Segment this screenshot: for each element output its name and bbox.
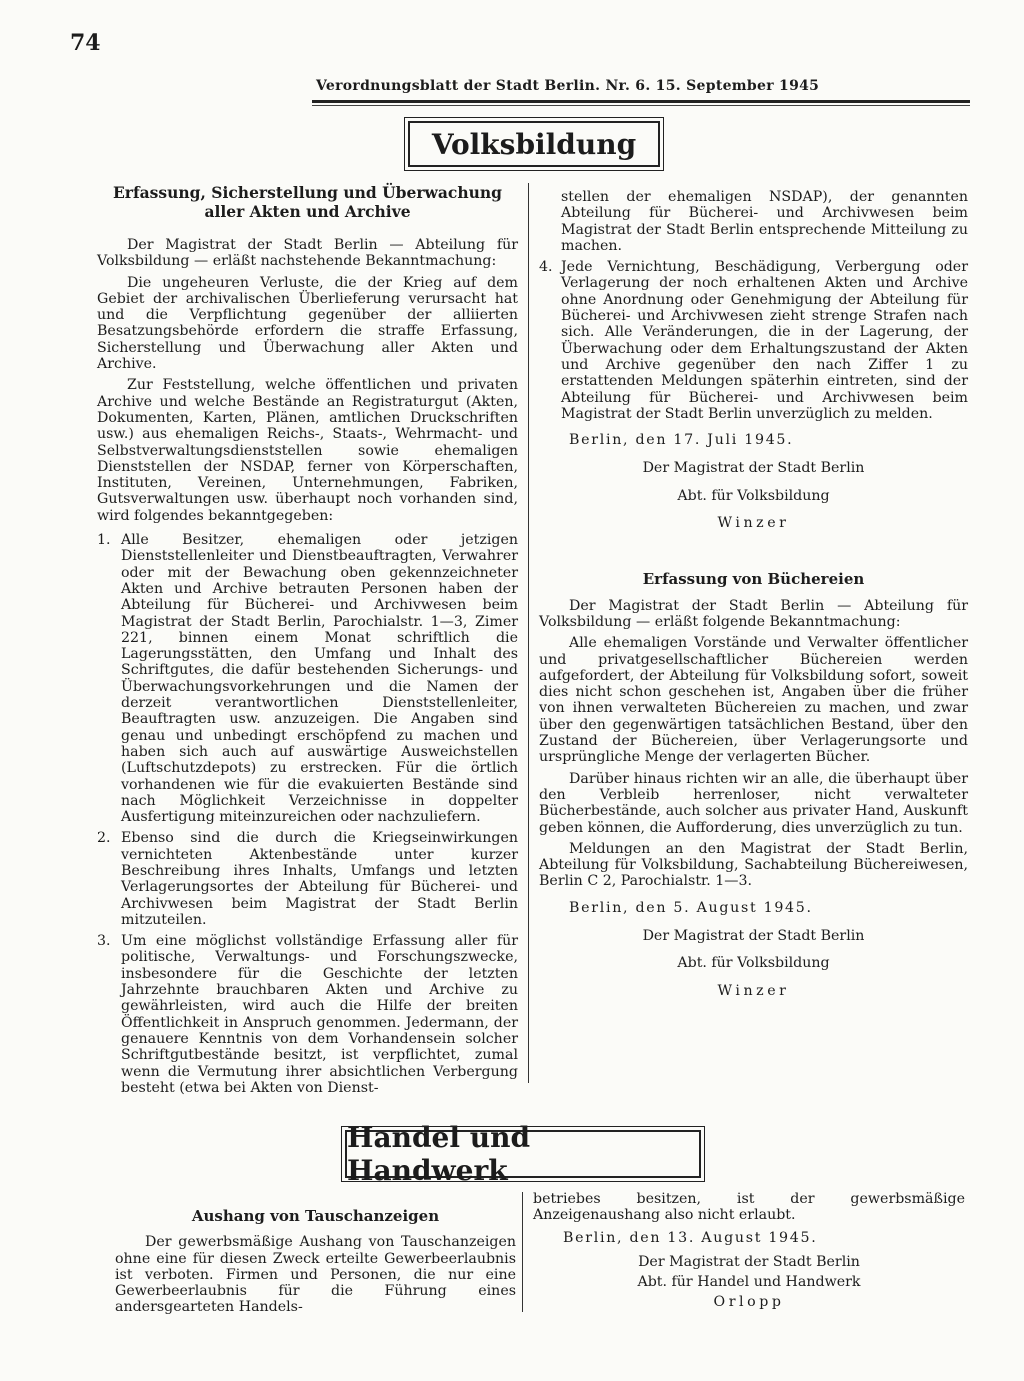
header-rule-thin [312,105,970,106]
list-item-continued [539,189,968,254]
paragraph: Die ungeheuren Verluste, die der Krieg auf dem Gebiet der archivalischen Überlieferung verursacht hat und die Verpflichtung gegenüber der alliierten Besatzungsbehörde erfordern die straffe Erfassung, Sicherstellung und Überwachung aller Akten und Archive. [97,274,518,373]
item-number: 4. [539,259,553,276]
running-head: Verordnungsblatt der Stadt Berlin. Nr. 6. 15. September 1945 [316,78,820,94]
article-heading-tauschanzeigen: Aushang von Tauschanzeigen [191,1207,440,1225]
paragraph: Meldungen an den Magistrat der Stadt Berlin, Abteilung für Volksbildung, Sachabteilung Büchereiwesen, Berlin C 2, Parochialstr. 1—3. [539,840,968,890]
spacer [539,531,968,571]
signatory-dept: Abt. für Handel und Handwerk [637,1274,861,1291]
signatory-name: Winzer [717,982,790,999]
signatory-org: Der Magistrat der Stadt Berlin [642,460,865,477]
paragraph-continued: betriebes besitzen, ist der gewerbsmäßige Anzeigenaushang also nicht erlaubt. [533,1191,965,1224]
signatory-dept: Abt. für Volksbildung [677,487,830,504]
numbered-list [97,532,518,1096]
column-left-bottom [115,1208,516,1321]
section-title-volksbildung: Volksbildung [408,121,660,167]
signatory-name: Winzer [717,515,790,532]
item-text: Um eine möglichst vollständige Erfassung aller für politische, Verwaltungs- und Forschungszwecke, insbesondere für die Geschichte der letzten Jahrzehnte brauchbaren Akten und Archive zu gewährleisten, wird auch die Hilfe der breiten Öffentlichkeit in Anspruch genommen. Jedermann, der genauere Kenntnis von dem Vorhandensein solcher Schriftgutbestände besitzt, ist verpflichtet, zumal wenn die Vermutung ihrer absichtlichen Verbergung besteht (etwa bei Akten von Dienst- [121,933,518,1096]
paragraph: Der gewerbsmäßige Aushang von Tauschanzeigen ohne eine für diesen Zweck erteilte Gewerbeerlaubnis ist verboten. Firmen und Personen, die nur eine Gewerbeerlaubnis für die Führung eines andersgearteten Handels- [115,1234,516,1316]
item-number: 1. [97,532,111,549]
date-line: Berlin, den 5. August 1945. [569,899,813,916]
signatory-org: Der Magistrat der Stadt Berlin [638,1253,860,1270]
column-right-bottom [533,1191,965,1311]
list-item [97,933,518,1096]
date-line: Berlin, den 13. August 1945. [563,1229,818,1246]
article-heading-buechereien: Erfassung von Büchereien [642,570,865,589]
item-number: 3. [97,933,111,950]
numbered-list-continued [539,189,968,422]
paragraph: Der Magistrat der Stadt Berlin — Abteilung für Volksbildung — erläßt folgende Bekanntmachung: [539,597,968,630]
signatory-dept: Abt. für Volksbildung [677,955,830,972]
item-text: Jede Vernichtung, Beschädigung, Verbergung oder Verlagerung der noch erhaltenen Akten und Archive ohne Anordnung oder Genehmigung der Abteilung für Bücherei- und Archivwesen zieht strenge Strafen nach sich. Alle Veränderungen, die in der Lagerung, der Überwachung oder dem Erhaltungszustand der Akten und Archive gegenüber den nach Ziffer 1 zu erstattenden Meldungen späterhin eintreten, sind der Abteilung für Bücherei- und Archivwesen beim Magistrat der Stadt Berlin unverzüglich zu melden. [561,259,968,422]
item-number: 2. [97,830,111,847]
date-line: Berlin, den 17. Juli 1945. [569,432,794,449]
paragraph: Zur Feststellung, welche öffentlichen und privaten Archive und welche Bestände an Registraturgut (Akten, Dokumenten, Karten, Plänen, amtlichen Druckschriften usw.) aus ehemaligen Reichs-, Staats-, Wehrmacht- und Selbstverwaltungsdienststellen sowie ehemaligen Dienststellen der NSDAP, ferner von Körperschaften, Instituten, Vereinen, Unternehmungen, Fabriken, Gutsverwaltungen usw. überhaupt noch vorhanden sind, wird folgendes bekanntgegeben: [97,377,518,524]
list-item [97,532,518,825]
signatory-name: Orlopp [713,1294,785,1311]
list-item [97,830,518,928]
header-rule [312,100,970,103]
item-text: Ebenso sind die durch die Kriegseinwirkungen vernichteten Aktenbestände unter kurzer Beschreibung ihres Inhalts, Umfangs und letzten Verlagerungsortes der Abteilung für Bücherei- und Archivwesen beim Magistrat der Stadt Berlin mitzuteilen. [121,830,518,928]
paragraph: Darüber hinaus richten wir an alle, die überhaupt über den Verbleib herrenloser, nicht verwalteter Bücherbestände, auch solcher aus privater Hand, Auskunft geben können, die Aufforderung, dies unverzüglich zu tun. [539,770,968,836]
paragraph: Alle ehemaligen Vorstände und Verwalter öffentlicher und privatgesellschaftlicher Büchereien werden aufgefordert, der Abteilung für Volksbildung sofort, soweit dies nicht schon geschehen ist, Angaben über die früher von ihnen verwalteten Büchereien zu machen, und zwar über den gegenwärtigen tatsächlichen Bestand, über den Zustand der Büchereien, über Verlagerungsorte und ursprüngliche Menge der verlagerten Bücher. [539,635,968,766]
column-divider [528,183,529,1083]
paragraph: Der Magistrat der Stadt Berlin — Abteilung für Volksbildung — erläßt nachstehende Bekanntmachung: [97,237,518,270]
list-item [539,259,968,422]
item-text: stellen der ehemaligen NSDAP), der genannten Abteilung für Bücherei- und Archivwesen beim Magistrat der Stadt Berlin entsprechende Mitteilung zu machen. [561,189,968,254]
signatory-org: Der Magistrat der Stadt Berlin [642,927,865,944]
item-text: Alle Besitzer, ehemaligen oder jetzigen Dienststellenleiter und Dienstbeauftragten, Verwahrer oder mit der Bewachung oben gekennzeichneter Akten und Archive betrauten Personen haben der Abteilung für Bücherei- und Archivwesen beim Magistrat der Stadt Berlin, Parochialstr. 1—3, Zimer 221, binnen einem Monat schriftlich die Lagerungsstätten, den Umfang und Inhalt des Schriftgutes, die dafür bestehenden Sicherungs- und Überwachungsvorkehrungen und die Namen der derzeit verantwortlichen Dienststellenleiter, Beauftragten usw. anzuzeigen. Die Angaben sind genau und unbedingt erschöpfend zu machen und haben sich auch auf auswärtige Ausweichstellen (Luftschutzdepots) zu erstrecken. Für die örtlich vorhandenen wie für die evakuierten Bestände sind nach Möglichkeit Verzeichnisse in doppelter Ausfertigung miteinzureichen oder nachzuliefern. [121,532,518,826]
column-divider-bottom [522,1192,523,1312]
article-heading-akten: Erfassung, Sicherstellung und Überwachung aller Akten und Archive [112,183,503,221]
column-right [539,189,968,999]
column-left [97,183,518,1101]
section-title-handel: Handel und Handwerk [345,1130,701,1178]
page-number: 74 [70,30,101,56]
